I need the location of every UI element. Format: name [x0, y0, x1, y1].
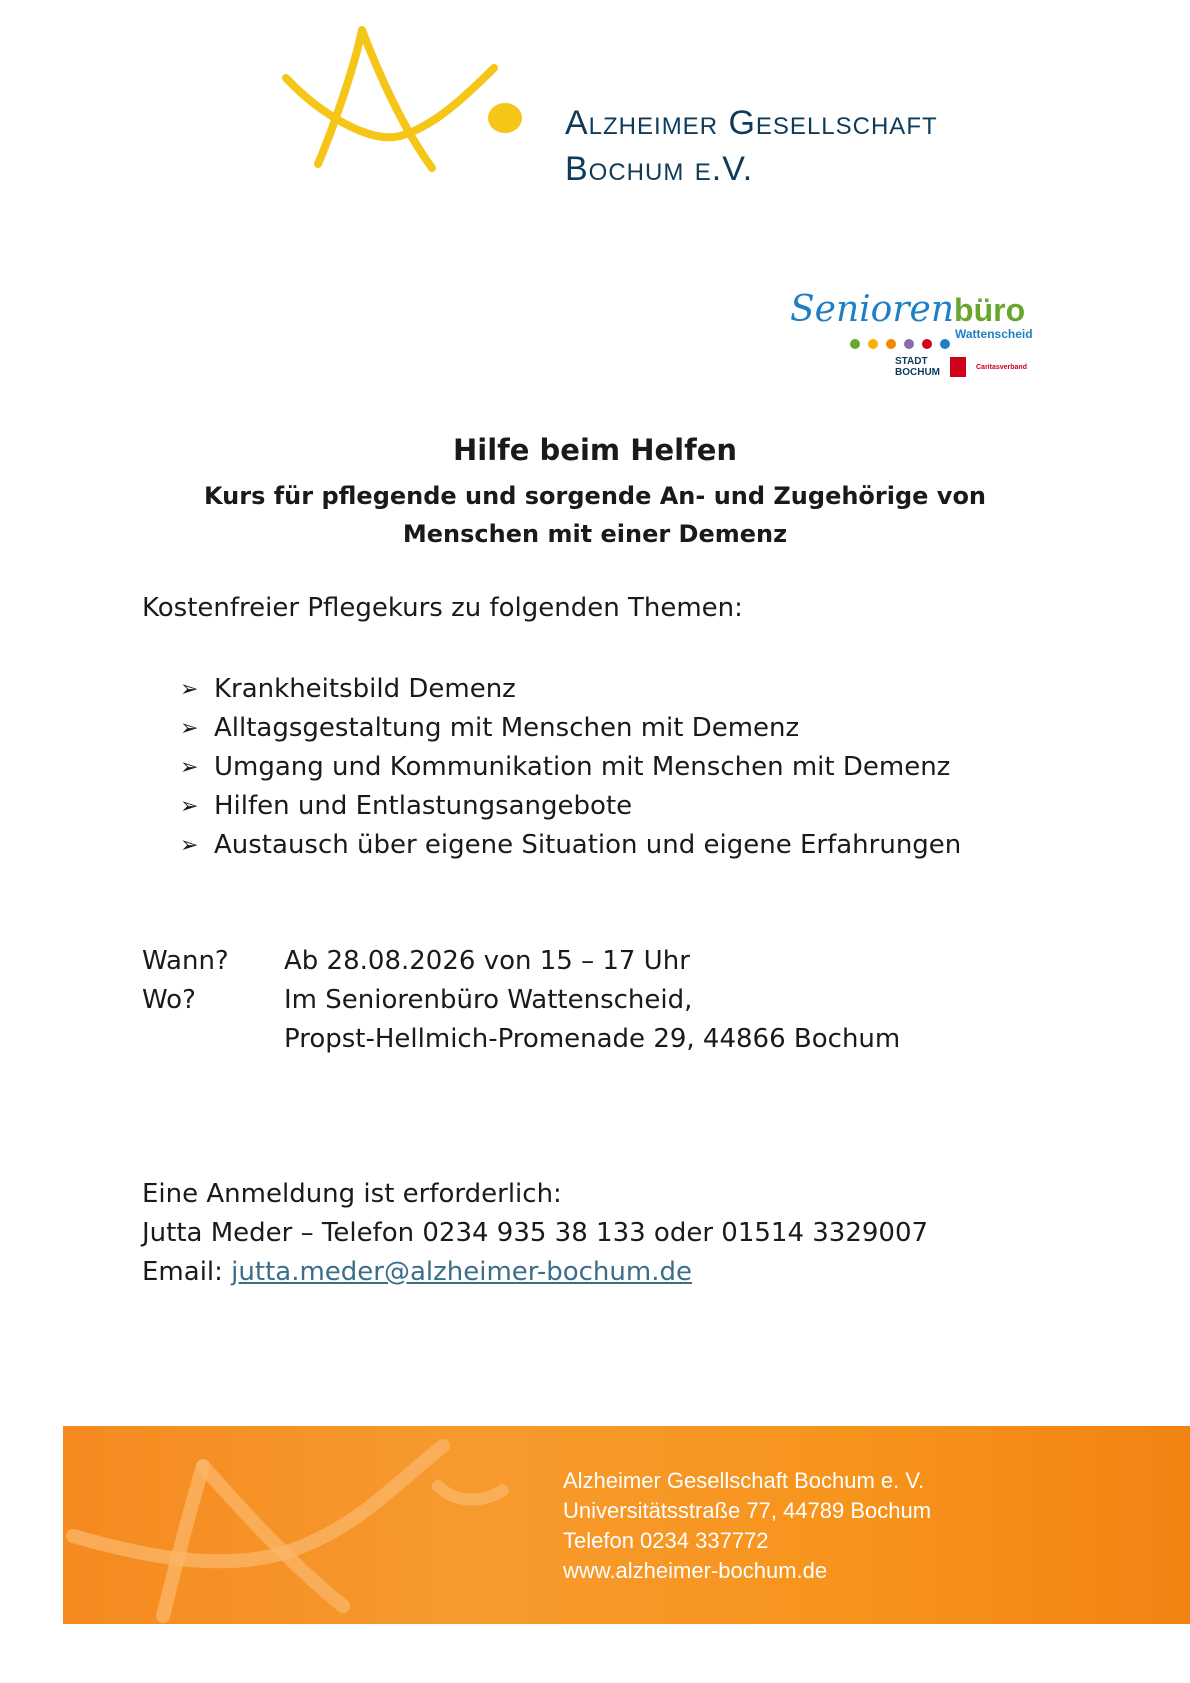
arrow-bullet-icon: ➢ [180, 677, 199, 702]
seniorenbuero-dots [850, 339, 950, 349]
intro-text: Kostenfreier Pflegekurs zu folgenden Themen: [142, 593, 743, 623]
where-row [142, 981, 900, 1020]
email-label: Email: [142, 1257, 232, 1287]
page-title: Hilfe beim Helfen [452, 433, 738, 467]
list-item [180, 709, 961, 748]
seniorenbuero-word-bold: büro [954, 292, 1026, 328]
dot-orange [886, 339, 896, 349]
topic-text: Krankheitsbild Demenz [214, 674, 516, 704]
contact-phone: Jutta Meder – Telefon 0234 935 38 133 oder 01514 3329007 [142, 1218, 929, 1248]
topic-text: Hilfen und Entlastungsangebote [214, 791, 633, 821]
where-line2: Propst-Hellmich-Promenade 29, 44866 Bochum [284, 1024, 901, 1054]
arrow-bullet-icon: ➢ [180, 833, 199, 858]
seniorenbuero-wordmark [790, 289, 1025, 330]
email-link[interactable]: jutta.meder@alzheimer-bochum.de [231, 1257, 692, 1287]
footer-a-logo-icon [63, 1426, 543, 1624]
when-label: Wann? [142, 946, 229, 976]
arrow-bullet-icon: ➢ [180, 716, 199, 741]
dot-purple [904, 339, 914, 349]
arrow-bullet-icon: ➢ [180, 794, 199, 819]
list-item [180, 787, 961, 826]
partner-bochum: BOCHUM [895, 367, 940, 378]
dot-red [922, 339, 932, 349]
dot-yellow [868, 339, 878, 349]
footer-website: www.alzheimer-bochum.de [563, 1558, 828, 1583]
when-row [142, 942, 900, 981]
seniorenbuero-logo [790, 285, 1050, 385]
list-item [180, 826, 961, 865]
dot-green [850, 339, 860, 349]
seniorenbuero-subtitle: Wattenscheid [955, 327, 1033, 341]
topic-text: Umgang und Kommunikation mit Menschen mit Demenz [214, 752, 951, 782]
footer-phone: Telefon 0234 337772 [563, 1528, 769, 1553]
event-info [142, 942, 900, 1059]
when-value: Ab 28.08.2026 von 15 – 17 Uhr [284, 946, 690, 976]
arrow-bullet-icon: ➢ [180, 755, 199, 780]
stadt-bochum-logo [895, 356, 940, 378]
footer-street: Universitätsstraße 77, 44789 Bochum [563, 1498, 932, 1523]
org-name-line2: Bochum e.V. [565, 150, 754, 188]
list-item [180, 748, 961, 787]
footer-banner [63, 1426, 1190, 1624]
header-logo [280, 24, 980, 194]
subtitle-line2: Menschen mit einer Demenz [402, 520, 788, 548]
subtitle-line1: Kurs für pflegende und sorgende An- und Zugehörige von [203, 482, 987, 510]
topic-text: Austausch über eigene Situation und eigene Erfahrungen [214, 830, 962, 860]
contact-block [142, 1175, 928, 1292]
partner-caritas: Caritasverband [976, 363, 1027, 371]
org-name-line1: Alzheimer Gesellschaft [565, 104, 938, 142]
list-item [180, 670, 961, 709]
alzheimer-a-logo-icon [280, 24, 540, 194]
org-name [565, 100, 938, 192]
caritas-cross-icon [950, 357, 966, 377]
partner-stadt: STADT [895, 356, 928, 367]
where-row-2 [142, 1020, 900, 1059]
contact-email-row [142, 1253, 928, 1292]
where-label: Wo? [142, 985, 196, 1015]
registration-note: Eine Anmeldung ist erforderlich: [142, 1179, 562, 1209]
topic-text: Alltagsgestaltung mit Menschen mit Demenz [214, 713, 800, 743]
partner-logos [895, 356, 1027, 378]
footer-address [563, 1466, 931, 1586]
footer-org: Alzheimer Gesellschaft Bochum e. V. [563, 1468, 925, 1493]
where-line1: Im Seniorenbüro Wattenscheid, [284, 985, 693, 1015]
page-subtitle [0, 477, 1190, 553]
dot-blue [940, 339, 950, 349]
topic-list [180, 670, 961, 865]
seniorenbuero-word-script: Senioren [790, 289, 955, 330]
